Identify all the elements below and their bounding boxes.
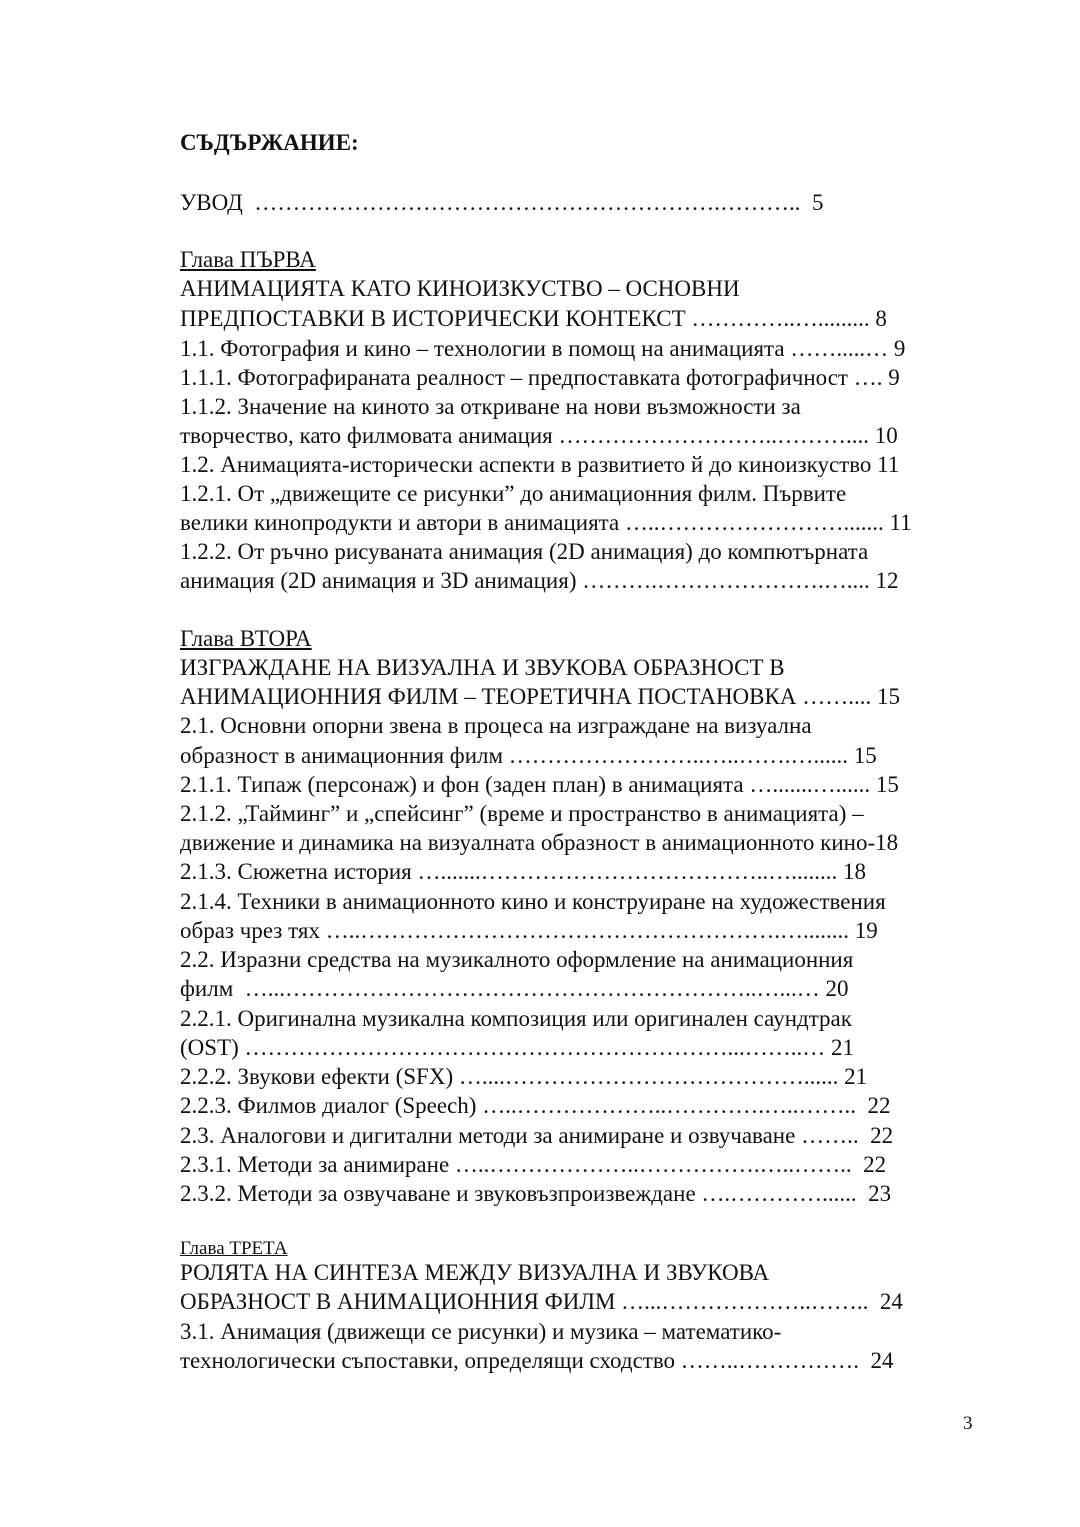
page-number: 3 [963, 1413, 973, 1434]
toc-entry-2-1-4-line-1: 2.1.4. Техники в анимационното кино и конструиране на художествения [180, 889, 886, 914]
toc-entry-2-2-1-line-2: (OST) ………………………………………………………...……..… 21 [180, 1035, 855, 1060]
chapter-2-title-line-2: АНИМАЦИОННИЯ ФИЛМ – ТЕОРЕТИЧНА ПОСТАНОВКА …….... 15 [180, 684, 900, 709]
chapter-1-title-line-1: АНИМАЦИЯТА КАТО КИНОИЗКУСТВО – ОСНОВНИ [180, 276, 740, 301]
toc-entry-2-1-2-line-2: движение и динамика на визуалната образност в анимационното кино-18 [180, 830, 899, 855]
toc-entry-2-2-2: 2.2.2. Звукови ефекти (SFX) …....…………………………………...... 21 [180, 1064, 868, 1089]
toc-entry-2-1-4-line-2: образ чрез тях …..……………………………………………….…........ 19 [180, 918, 878, 943]
toc-entry-2-1-3: 2.1.3. Сюжетна история ….......………………………………..…........ 18 [180, 859, 866, 884]
toc-entry-1-2-2-line-2: анимация (2D анимация и 3D анимация) ……….………………….….... 12 [180, 568, 899, 593]
toc-entry-2-2-3: 2.2.3. Филмов диалог (Speech) …..………………..………….…..…….. 22 [180, 1093, 891, 1118]
chapter-2-title-line-1: ИЗГРАЖДАНЕ НА ВИЗУАЛНА И ЗВУКОВА ОБРАЗНОСТ В [180, 655, 785, 680]
toc-entry-1-1: 1.1. Фотография и кино – технологии в помощ на анимацията …….....… 9 [180, 336, 906, 361]
chapter-3-title-line-2: ОБРАЗНОСТ В АНИМАЦИОННИЯ ФИЛМ …...………………..…….. 24 [180, 1289, 903, 1314]
toc-entry-1-2: 1.2. Анимацията-исторически аспекти в развитието й до киноизкуство 11 [180, 452, 900, 477]
toc-entry-1-2-2-line-1: 1.2.2. От ръчно рисуваната анимация (2D анимация) до компютърната [180, 539, 869, 564]
toc-entry-2-1-line-1: 2.1. Основни опорни звена в процеса на изграждане на визуална [180, 713, 812, 738]
toc-entry-2-2-line-1: 2.2. Изразни средства на музикалното оформление на анимационния [180, 947, 854, 972]
toc-entry-2-2-line-2: филм …...……………………………………………………..…...… 20 [180, 976, 849, 1001]
toc-entry-1-2-1-line-1: 1.2.1. От „движещите се рисунки” до анимационния филм. Първите [180, 481, 847, 506]
chapter-3-label: Глава ТРЕТА [180, 1238, 288, 1259]
chapter-1-title-line-2: ПРЕДПОСТАВКИ В ИСТОРИЧЕСКИ КОНТЕКСТ …………..…......... 8 [180, 306, 887, 331]
toc-entry-2-1-line-2: образност в анимационния филм ……………………..…..…….…...... 15 [180, 743, 877, 768]
toc-entry-2-1-1: 2.1.1. Типаж (персонаж) и фон (заден план) в анимацията ….......…...... 15 [180, 772, 899, 797]
chapter-1-label: Глава ПЪРВА [180, 247, 316, 272]
toc-entry-2-3-1: 2.3.1. Методи за анимиране …..………………..…………….…..…….. 22 [180, 1152, 887, 1177]
toc-entry-1-2-1-line-2: велики кинопродукти и автори в анимацията …..……………………....... 11 [180, 510, 912, 535]
toc-entry-1-1-2-line-2: творчество, като филмовата анимация ………………………..……….... 10 [180, 423, 898, 448]
toc-entry-3-1-line-2: технологически съпоставки, определящи сходство ……..……………. 24 [180, 1348, 894, 1373]
toc-entry-2-2-1-line-1: 2.2.1. Оригинална музикална композиция или оригинален саундтрак [180, 1006, 852, 1031]
toc-entry-2-3: 2.3. Аналогови и дигитални методи за анимиране и озвучаване …….. 22 [180, 1123, 894, 1148]
chapter-3-title-line-1: РОЛЯТА НА СИНТЕЗА МЕЖДУ ВИЗУАЛНА И ЗВУКОВА [180, 1260, 770, 1285]
toc-entry-1-1-1: 1.1.1. Фотографираната реалност – предпоставката фотографичност …. 9 [180, 365, 900, 390]
toc-entry-intro: УВОД …………………………………………………….……….. 5 [180, 190, 824, 215]
toc-entry-1-1-2-line-1: 1.1.2. Значение на киното за откриване на нови възможности за [180, 394, 801, 419]
toc-entry-2-3-2: 2.3.2. Методи за озвучаване и звуковъзпроизвеждане ….…………...... 23 [180, 1181, 892, 1206]
toc-entry-2-1-2-line-1: 2.1.2. „Тайминг” и „спейсинг” (време и пространство в анимацията) – [180, 801, 864, 826]
chapter-2-label: Глава ВТОРА [180, 626, 312, 651]
page-title: СЪДЪРЖАНИЕ: [180, 130, 359, 155]
toc-entry-3-1-line-1: 3.1. Анимация (движещи се рисунки) и музика – математико- [180, 1319, 782, 1344]
